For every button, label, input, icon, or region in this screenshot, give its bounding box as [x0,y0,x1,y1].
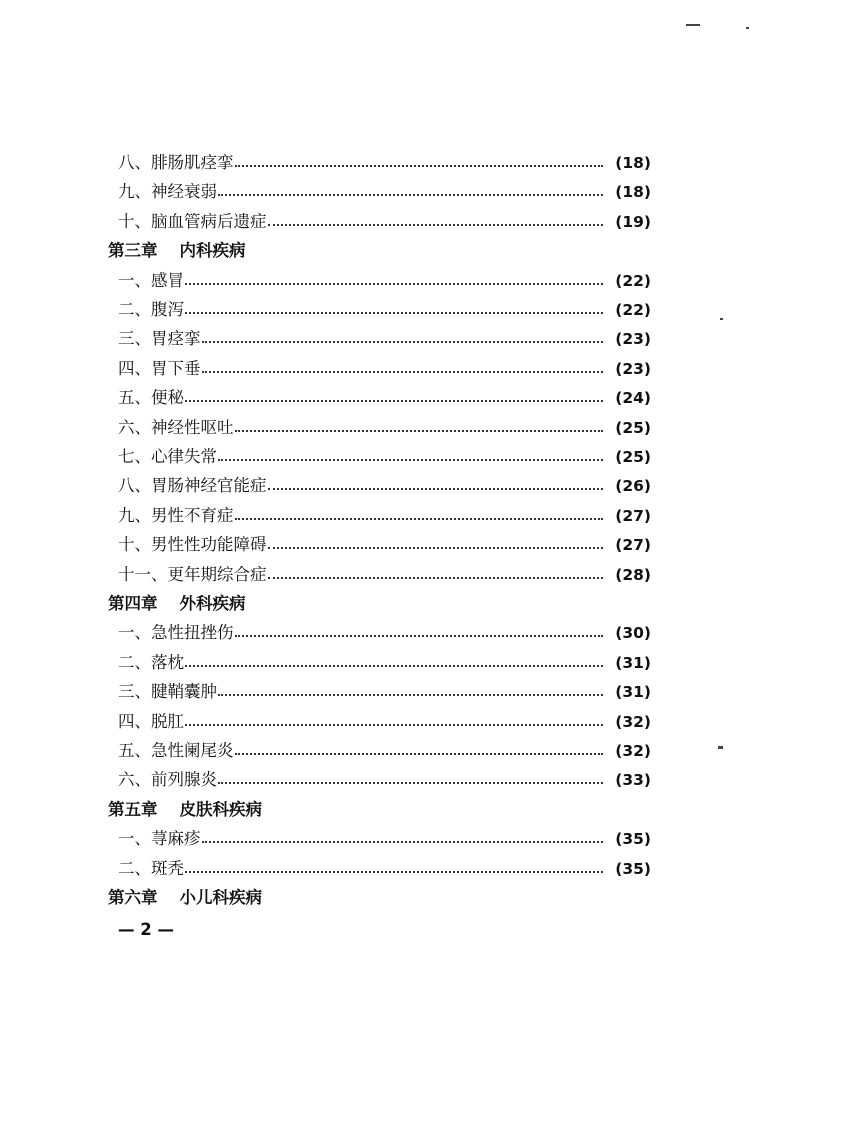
dot-leader [185,268,603,294]
chapter-number: 第六章 [108,888,158,907]
dot-leader [235,738,604,764]
entry-page-number: (31) [615,654,651,672]
entry-title: 八、腓肠肌痉挛 [118,153,234,172]
entry-title: 一、感冒 [118,271,184,290]
chapter-name: 外科疾病 [179,594,246,613]
toc-entry [118,209,651,235]
toc-entry [118,620,651,646]
scan-speck [746,27,749,29]
entry-page-number: (23) [615,360,651,378]
dot-leader [185,709,603,735]
toc-entry [118,562,651,588]
toc-entry [118,268,651,294]
chapter-name: 皮肤科疾病 [179,800,262,819]
entry-title: 九、神经衰弱 [118,182,217,201]
toc-entry [118,856,651,882]
entry-title: 二、斑秃 [118,859,184,878]
entry-page-number: (26) [615,477,651,495]
entry-title: 一、荨麻疹 [118,829,201,848]
entry-title: 二、落枕 [118,653,184,672]
entry-title: 十一、更年期综合症 [118,565,267,584]
entry-title: 二、腹泻 [118,300,184,319]
dot-leader [218,179,603,205]
entry-page-number: (35) [615,860,651,878]
dot-leader [202,326,604,352]
entry-page-number: (32) [615,713,651,731]
entry-title: 四、脱肛 [118,712,184,731]
toc-entry [118,503,651,529]
entry-page-number: (35) [615,830,651,848]
chapter-number: 第五章 [108,800,158,819]
toc-entry [118,709,651,735]
scan-speck [720,318,723,320]
dot-leader [235,620,604,646]
entry-page-number: (22) [615,272,651,290]
toc-entry [118,679,651,705]
entry-page-number: (27) [615,507,651,525]
entry-title: 八、胃肠神经官能症 [118,476,267,495]
page-number: — 2 — [118,920,174,939]
toc-entry [118,179,651,205]
entry-title: 三、腱鞘囊肿 [118,682,217,701]
dot-leader [235,503,604,529]
toc-entry [118,356,651,382]
scan-speck [718,746,723,749]
dot-leader [268,209,604,235]
entry-title: 九、男性不育症 [118,506,234,525]
chapter-heading [108,797,262,823]
entry-page-number: (27) [615,536,651,554]
entry-title: 七、心律失常 [118,447,217,466]
dot-leader [235,150,604,176]
chapter-name: 内科疾病 [179,241,246,260]
entry-page-number: (25) [615,448,651,466]
chapter-heading [108,591,246,617]
toc-entry [118,473,651,499]
entry-page-number: (23) [615,330,651,348]
dot-leader [202,826,604,852]
toc-entry [118,738,651,764]
entry-title: 五、便秘 [118,388,184,407]
entry-page-number: (22) [615,301,651,319]
chapter-heading [108,885,262,911]
toc-entry [118,650,651,676]
dot-leader [235,415,604,441]
entry-title: 六、前列腺炎 [118,770,217,789]
dot-leader [185,297,603,323]
chapter-name: 小儿科疾病 [179,888,262,907]
entry-title: 五、急性阑尾炎 [118,741,234,760]
dot-leader [218,767,603,793]
entry-title: 十、男性性功能障碍 [118,535,267,554]
entry-page-number: (31) [615,683,651,701]
dot-leader [268,473,604,499]
entry-page-number: (28) [615,566,651,584]
entry-page-number: (18) [615,154,651,172]
toc-entry [118,415,651,441]
entry-title: 一、急性扭挫伤 [118,623,234,642]
entry-title: 三、胃痉挛 [118,329,201,348]
toc-entry [118,444,651,470]
toc-entry [118,297,651,323]
entry-title: 十、脑血管病后遗症 [118,212,267,231]
dot-leader [185,385,603,411]
toc-entry [118,150,651,176]
chapter-number: 第三章 [108,241,158,260]
toc-entry [118,326,651,352]
dot-leader [268,562,604,588]
entry-page-number: (25) [615,419,651,437]
chapter-heading [108,238,246,264]
entry-page-number: (32) [615,742,651,760]
toc-entry [118,532,651,558]
toc-entry [118,767,651,793]
entry-title: 六、神经性呕吐 [118,418,234,437]
entry-page-number: (30) [615,624,651,642]
scan-speck [686,24,700,26]
toc-entry [118,385,651,411]
toc-entry [118,826,651,852]
chapter-number: 第四章 [108,594,158,613]
dot-leader [268,532,604,558]
dot-leader [202,356,604,382]
entry-page-number: (18) [615,183,651,201]
dot-leader [218,444,603,470]
dot-leader [185,856,603,882]
dot-leader [218,679,603,705]
entry-page-number: (33) [615,771,651,789]
dot-leader [185,650,603,676]
entry-page-number: (24) [615,389,651,407]
entry-page-number: (19) [615,213,651,231]
entry-title: 四、胃下垂 [118,359,201,378]
